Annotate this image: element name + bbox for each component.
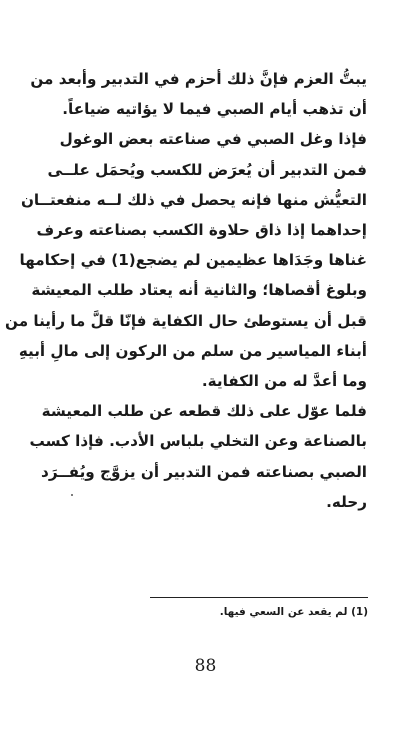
footnote: (1) لم يقعد عن السعي فيها. xyxy=(219,606,368,618)
text-line: الصبي بصناعته فمن التدبير أن يزوَّج ويُفــرَد xyxy=(41,462,367,481)
text-line: التعيُّش منها فإنه يحصل في ذلك لــه منفعتــان xyxy=(20,190,367,209)
text-line: قبل أن يستوطئ حال الكفاية فإنّا قلَّ ما رأينا من xyxy=(5,311,367,330)
text-line: وبلوغ أقصاها؛ والثانية أنه يعتاد طلب المعيشة xyxy=(31,281,367,300)
text-line: بالصناعة وعن التخلي بلباس الأدب. فإذا كسب xyxy=(29,432,367,451)
stray-mark xyxy=(71,494,73,496)
text-line: فإذا وغل الصبي في صناعته بعض الوغول xyxy=(59,130,367,149)
main-text xyxy=(5,64,367,517)
page-number: 88 xyxy=(194,656,217,676)
text-line: أبناء المياسير من سلم من الركون إلى مالِ أبيهِ xyxy=(18,341,367,360)
text-line: يبتُّ العزم فإنَّ ذلك أحزم في التدبير وأبعد من xyxy=(30,70,367,88)
footnote-divider xyxy=(150,597,368,598)
text-line: فلما عوّل على ذلك قطعه عن طلب المعيشة xyxy=(41,402,367,421)
text-line: إحداهما إذا ذاق حلاوة الكسب بصناعته وعرف xyxy=(36,221,367,240)
text-line: غناها وجَدَاها عظيمين لم يضجع(1) في إحكامها xyxy=(19,251,367,270)
text-line: وما أعدَّ له من الكفاية. xyxy=(201,372,367,391)
text-line: فمن التدبير أن يُعرَض للكسب ويُحمَل علــى xyxy=(47,160,367,179)
text-line: أن تذهب أيام الصبي فيما لا يؤاتيه ضياعاً. xyxy=(62,100,367,119)
text-line: رحله. xyxy=(326,492,367,511)
